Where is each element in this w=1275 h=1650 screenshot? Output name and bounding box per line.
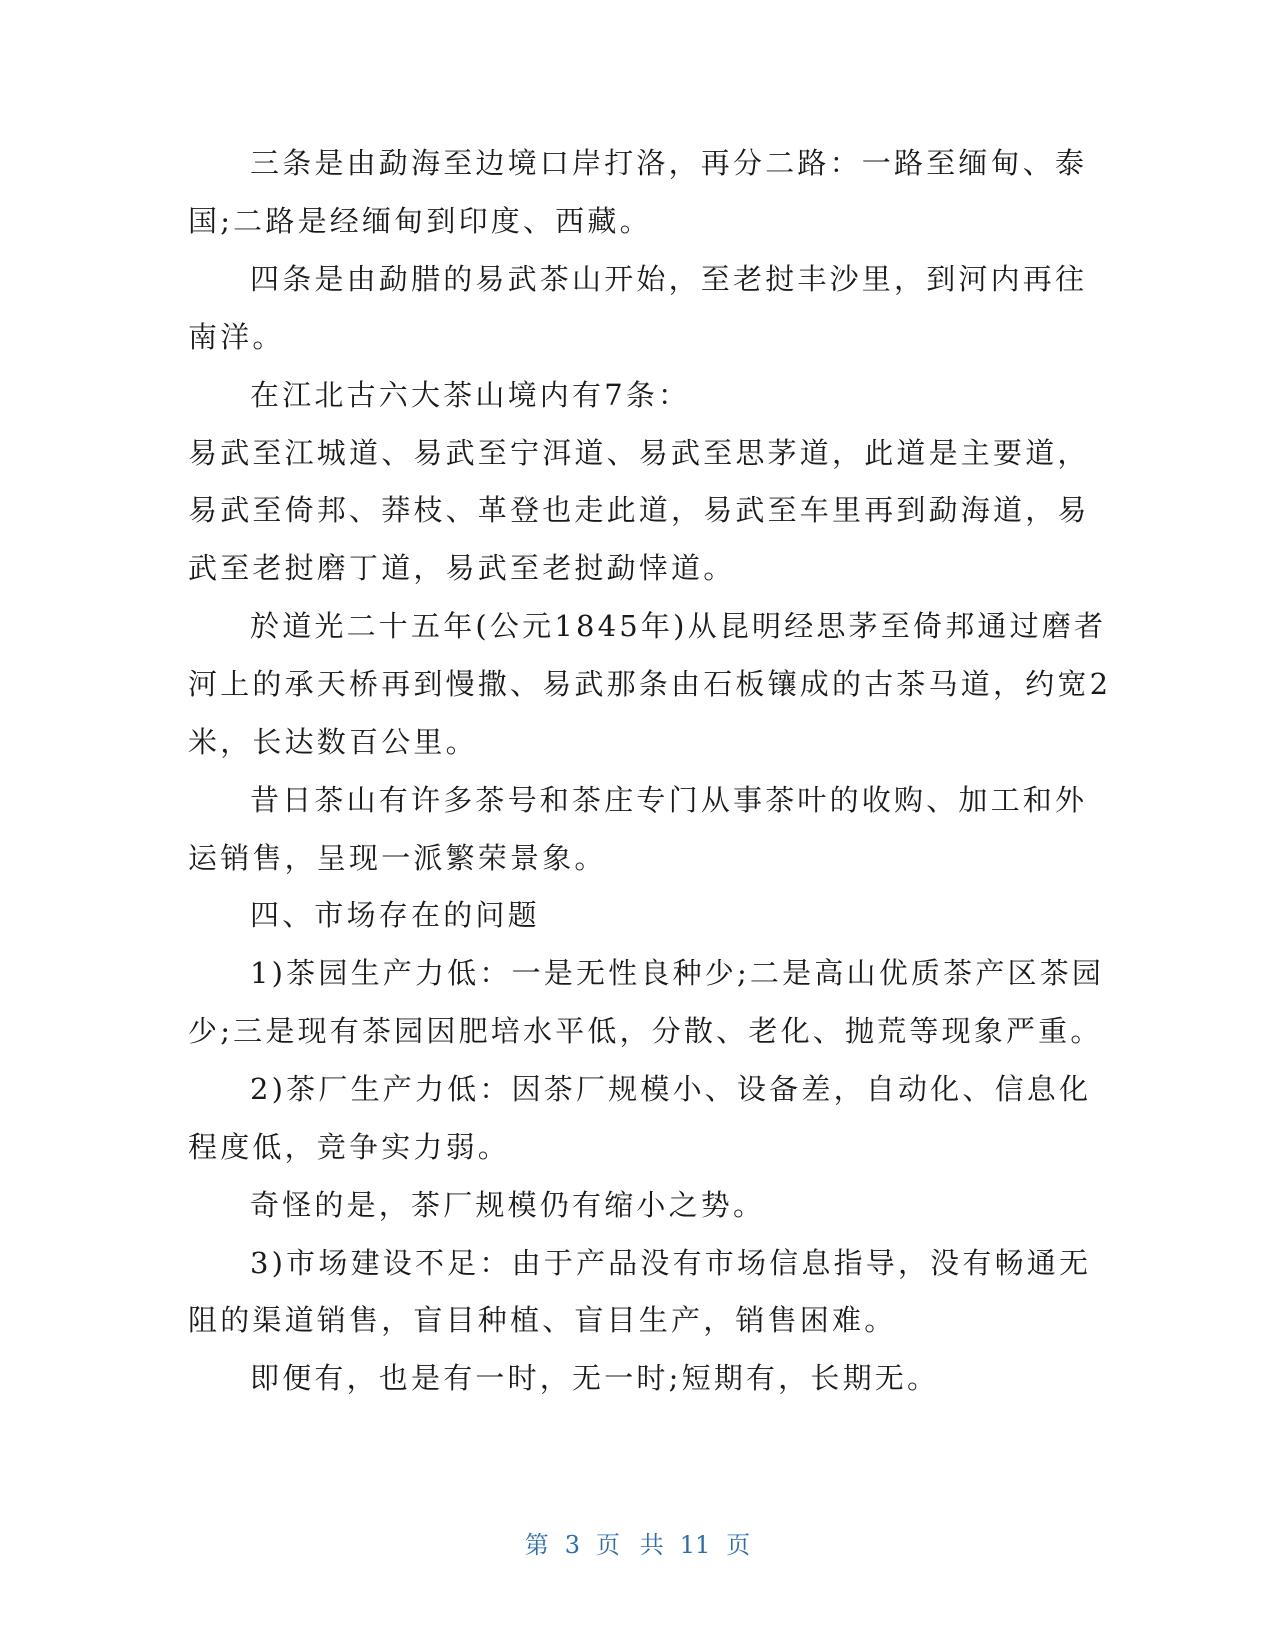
paragraph-line: 在江北古六大茶山境内有7条： [250, 378, 691, 412]
paragraph-line: 少;三是现有茶园因肥培水平低，分散、老化、抛荒等现象严重。 [188, 1014, 1103, 1048]
paragraph-line: 米，长达数百公里。 [188, 725, 478, 759]
paragraph-line: 於道光二十五年(公元1845年)从昆明经思茅至倚邦通过磨者 [250, 609, 1107, 643]
paragraph-line: 3)市场建设不足：由于产品没有市场信息指导，没有畅通无 [250, 1246, 1092, 1280]
paragraph-line: 程度低，竞争实力弱。 [188, 1130, 511, 1164]
paragraph-line: 三条是由勐海至边境口岸打洛，再分二路：一路至缅甸、泰 [250, 146, 1088, 180]
footer-total-word: 共 [639, 1531, 664, 1559]
page-footer [0, 1530, 1275, 1560]
paragraph-line: 南洋。 [188, 320, 285, 354]
paragraph-line: 武至老挝磨丁道，易武至老挝勐悻道。 [188, 551, 736, 585]
footer-suffix: 页 [726, 1531, 751, 1559]
paragraph-line: 1)茶园生产力低：一是无性良种少;二是高山优质茶产区茶园 [250, 956, 1105, 990]
paragraph-line: 四条是由勐腊的易武茶山开始，至老挝丰沙里，到河内再往 [250, 262, 1088, 296]
section-heading: 四、市场存在的问题 [250, 898, 540, 932]
footer-page-word: 页 [596, 1531, 621, 1559]
paragraph-line: 易武至倚邦、莽枝、革登也走此道，易武至车里再到勐海道，易 [188, 493, 1090, 527]
paragraph-line: 阻的渠道销售，盲目种植、盲目生产，销售困难。 [188, 1303, 897, 1337]
footer-prefix: 第 [524, 1531, 549, 1559]
paragraph-line: 易武至江城道、易武至宁洱道、易武至思茅道，此道是主要道， [188, 436, 1090, 470]
current-page-number: 3 [564, 1531, 581, 1559]
paragraph-line: 国;二路是经缅甸到印度、西藏。 [188, 204, 652, 238]
total-pages-number: 11 [679, 1531, 711, 1559]
paragraph-line: 运销售，呈现一派繁荣景象。 [188, 841, 607, 875]
paragraph-line: 奇怪的是，茶厂规模仍有缩小之势。 [250, 1188, 766, 1222]
paragraph-line: 河上的承天桥再到慢撒、易武那条由石板镶成的古茶马道，约宽2 [188, 667, 1112, 701]
paragraph-line: 即便有，也是有一时，无一时;短期有，长期无。 [250, 1361, 940, 1395]
paragraph-line: 昔日茶山有许多茶号和茶庄专门从事茶叶的收购、加工和外 [250, 783, 1088, 817]
paragraph-line: 2)茶厂生产力低：因茶厂规模小、设备差，自动化、信息化 [250, 1072, 1092, 1106]
